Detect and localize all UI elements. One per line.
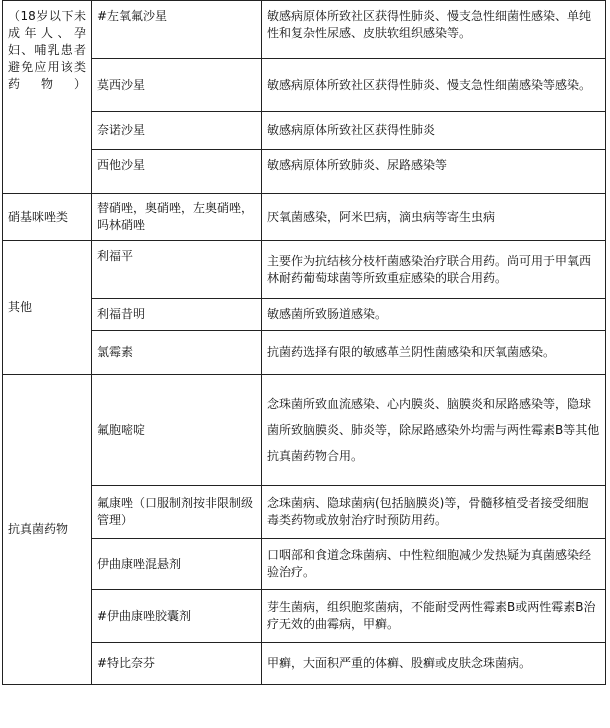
drug-cell: 伊曲康唑混悬剂 xyxy=(92,539,262,590)
drug-cell: 利福平 xyxy=(92,241,262,299)
table-row xyxy=(3,150,606,194)
indication-cell: 念珠菌所致血流感染、心内膜炎、脑膜炎和尿路感染等，隐球菌所致脑膜炎、肺炎等，除尿路感染外均需与两性霉素B等其他抗真菌药物合用。 xyxy=(262,375,606,486)
category-cell: （18岁以下未成年人、孕妇、哺乳患者避免应用该类药物） xyxy=(3,1,92,194)
indication-cell: 敏感病原体所致社区获得性肺炎、慢支急性细菌感染等感染。 xyxy=(262,59,606,112)
table-row xyxy=(3,331,606,375)
table-row xyxy=(3,241,606,299)
table-row xyxy=(3,539,606,590)
drug-cell: 奈诺沙星 xyxy=(92,112,262,150)
drug-cell: 莫西沙星 xyxy=(92,59,262,112)
table-row xyxy=(3,643,606,685)
table-row xyxy=(3,59,606,112)
drug-table xyxy=(2,0,606,685)
drug-cell: 替硝唑，奥硝唑，左奥硝唑，吗林硝唑 xyxy=(92,194,262,241)
table-row xyxy=(3,375,606,486)
category-cell: 硝基咪唑类 xyxy=(3,194,92,241)
drug-cell: 氯霉素 xyxy=(92,331,262,375)
drug-cell: 氟胞嘧啶 xyxy=(92,375,262,486)
indication-cell: 口咽部和食道念珠菌病、中性粒细胞减少发热疑为真菌感染经验治疗。 xyxy=(262,539,606,590)
table-row xyxy=(3,194,606,241)
indication-cell: 敏感病原体所致社区获得性肺炎 xyxy=(262,112,606,150)
indication-cell: 主要作为抗结核分枝杆菌感染治疗联合用药。尚可用于甲氧西林耐药葡萄球菌等所致重症感染的联合用药。 xyxy=(262,241,606,299)
indication-cell: 敏感菌所致肠道感染。 xyxy=(262,299,606,331)
drug-cell: #特比奈芬 xyxy=(92,643,262,685)
indication-cell: 甲癣，大面积严重的体癣、股癣或皮肤念珠菌病。 xyxy=(262,643,606,685)
indication-cell: 抗菌药选择有限的敏感革兰阴性菌感染和厌氧菌感染。 xyxy=(262,331,606,375)
table-row xyxy=(3,1,606,59)
category-cell: 其他 xyxy=(3,241,92,375)
table-row xyxy=(3,112,606,150)
indication-cell: 厌氧菌感染，阿米巴病，滴虫病等寄生虫病 xyxy=(262,194,606,241)
table-row xyxy=(3,590,606,643)
drug-cell: 西他沙星 xyxy=(92,150,262,194)
table-row xyxy=(3,299,606,331)
category-cell: 抗真菌药物 xyxy=(3,375,92,685)
indication-cell: 敏感病原体所致社区获得性肺炎、慢支急性细菌性感染、单纯性和复杂性尿感、皮肤软组织感染等。 xyxy=(262,1,606,59)
drug-cell: 利福昔明 xyxy=(92,299,262,331)
drug-cell: #伊曲康唑胶囊剂 xyxy=(92,590,262,643)
indication-cell: 念珠菌病、隐球菌病(包括脑膜炎)等，骨髓移植受者接受细胞毒类药物或放射治疗时预防用药。 xyxy=(262,486,606,539)
indication-cell: 敏感病原体所致肺炎、尿路感染等 xyxy=(262,150,606,194)
drug-cell: #左氧氟沙星 xyxy=(92,1,262,59)
indication-cell: 芽生菌病，组织胞浆菌病，不能耐受两性霉素B或两性霉素B治疗无效的曲霉病，甲癣。 xyxy=(262,590,606,643)
table-row xyxy=(3,486,606,539)
drug-cell: 氟康唑（口服制剂按非限制级管理） xyxy=(92,486,262,539)
